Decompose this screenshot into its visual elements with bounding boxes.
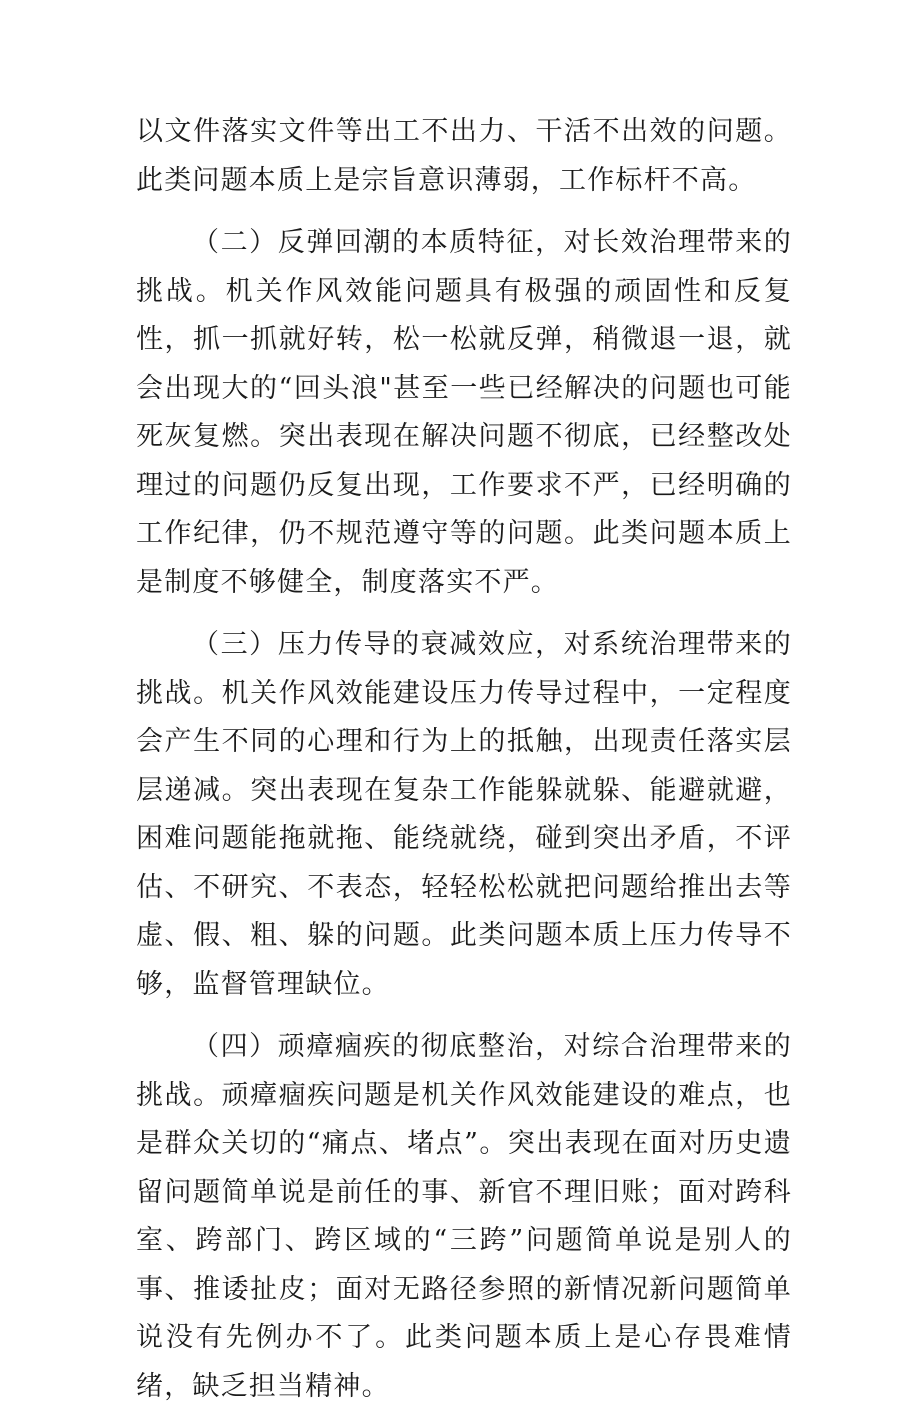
paragraph-section-3: （三）压力传导的衰减效应，对系统治理带来的挑战。机关作风效能建设压力传导过程中，一定程度会产生不同的心理和行为上的抵触，出现责任落实层层递减。突出表现在复杂工作能躲就躲、能避就避，困难问题能拖就拖、能绕就绕，碰到突出矛盾，不评估、不研究、不表态，轻轻松松就把问题给推出去等虚、假、粗、躲的问题。此类问题本质上压力传导不够，监督管理缺位。 (136, 629, 792, 1000)
paragraph-section-2: （二）反弹回潮的本质特征，对长效治理带来的挑战。机关作风效能问题具有极强的顽固性和反复性，抓一抓就好转，松一松就反弹，稍微退一退，就会出现大的“回头浪"甚至一些已经解决的问题也可能死灰复燃。突出表现在解决问题不彻底，已经整改处理过的问题仍反复出现，工作要求不严，已经明确的工作纪律，仍不规范遵守等的问题。此类问题本质上是制度不够健全，制度落实不严。 (136, 227, 792, 598)
paragraph-continuation: 以文件落实文件等出工不出力、干活不出效的问题。此类问题本质上是宗旨意识薄弱，工作标杆不高。 (136, 116, 792, 196)
document-body (136, 108, 792, 1411)
paragraph-section-4: （四）顽瘴痼疾的彻底整治，对综合治理带来的挑战。顽瘴痼疾问题是机关作风效能建设的难点，也是群众关切的“痛点、堵点”。突出表现在面对历史遗留问题简单说是前任的事、新官不理旧账；面对跨科室、跨部门、跨区域的“三跨”问题简单说是别人的事、推诿扯皮；面对无路径参照的新情况新问题简单说没有先例办不了。此类问题本质上是心存畏难情绪，缺乏担当精神。 (136, 1031, 792, 1402)
